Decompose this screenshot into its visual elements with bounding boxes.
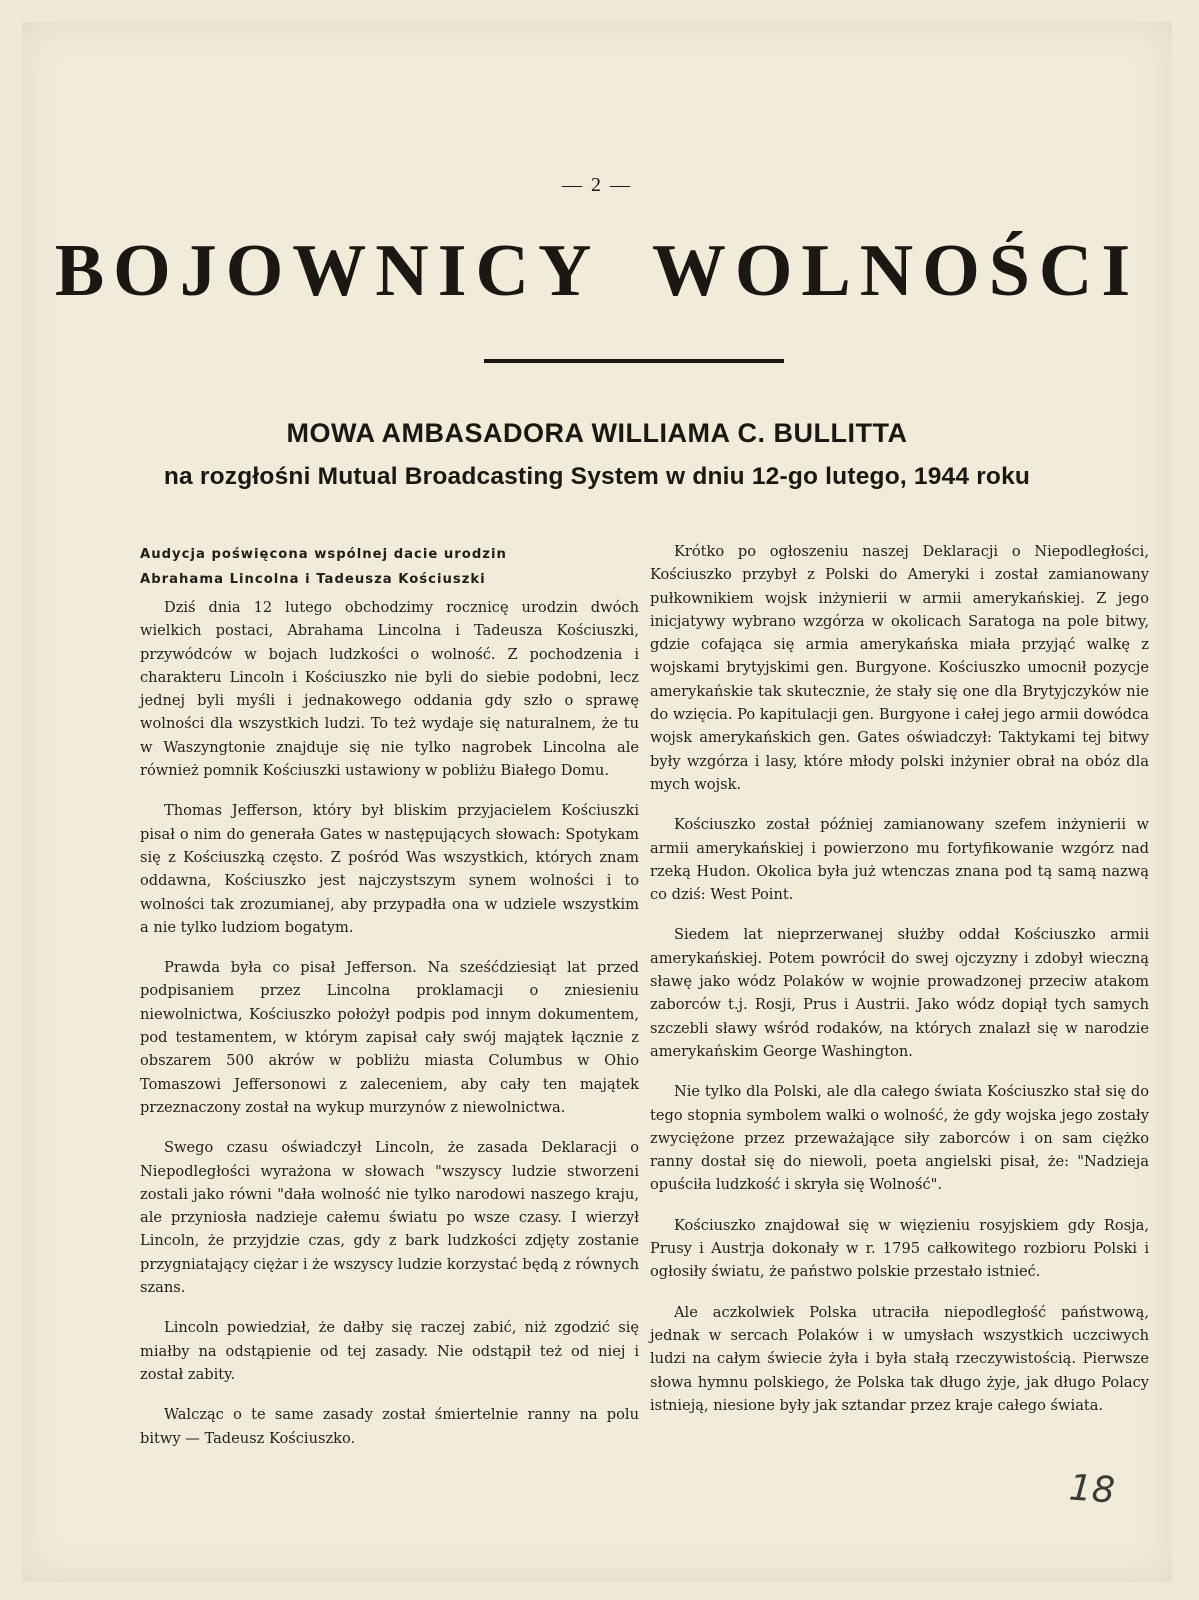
paragraph: Siedem lat nieprzerwanej służby oddał Kościuszko armii amerykańskiej. Potem powrócił do swej ojczyzny i zdobył wieczną sławę jako wódz Polaków w wojnie prowadzonej przeciw atakom zaborców t.j. Rosji, Prus i Austrii. Jako wódz dopiął tych samych szczebli sławy wśród rodaków, na których znalazł się w narodzie amerykańskim George Washington. bbox=[650, 926, 1149, 1060]
paragraph: Kościuszko został później zamianowany szefem inżynierii w armii amerykańskiej i powierzono mu fortyfikowanie wzgórz nad rzeką Hudon. Okolica była już wtenczas znana pod tą samą nazwą co dziś: West Point. bbox=[650, 816, 1149, 904]
page-title: BOJOWNICY WOLNOŚCI bbox=[54, 230, 1140, 312]
document-page bbox=[22, 22, 1172, 1582]
paragraph: Dziś dnia 12 lutego obchodzimy rocznicę urodzin dwóch wielkich postaci, Abrahama Lincolna i Tadeusza Kościuszki, przywódców w bojach ludzkości o wolność. Z pochodzenia i charakteru Lincoln i Kościuszko nie byli do siebie podobni, lecz jednej byli myśli i jednakowego oddania gdy szło o sprawę wolności dla wszystkich ludzi. To też wydaje się naturalnem, że tu w Waszyngtonie znajduje się nie tylko nagrobek Lincolna ale również pomnik Kościuszki ustawiony w pobliżu Białego Domu. bbox=[140, 599, 639, 780]
speech-heading: MOWA AMBASADORA WILLIAMA C. BULLITTA bbox=[286, 418, 908, 448]
paragraph: Lincoln powiedział, że dałby się raczej zabić, niż zgodzić się miałby na odstąpienie od tej zasady. Nie odstąpił też od niej i został zabity. bbox=[140, 1319, 639, 1383]
title-divider bbox=[484, 359, 784, 363]
paragraph: Krótko po ogłoszeniu naszej Deklaracji o Niepodległości, Kościuszko przybył z Polski do Ameryki i został zamianowany pułkownikiem wojsk inżynierii w armii amerykańskiej. Z jego inicjatywy wybrano wzgórza w okolicach Saratoga na pole bitwy, gdzie cofająca się armia amerykańska miała przyjąć walkę z wojskami brytyjskimi gen. Burgyone. Kościuszko umocnił pozycje amerykańskie tak skutecznie, że stały się one dla Brytyjczyków nie do wzięcia. Po kapitulacji gen. Burgyone i całej jego armii dowódca wojsk amerykańskich gen. Gates oświadczył: Taktykami tej bitwy były wzgórza i lasy, które młody polski inżynier obrał na obóz dla mych wojsk. bbox=[650, 543, 1149, 793]
lead-line-2: Abrahama Lincolna i Tadeusza Kościuszki bbox=[140, 572, 486, 587]
lead-line-1: Audycja poświęcona wspólnej dacie urodzin bbox=[140, 547, 507, 562]
paragraph: Kościuszko znajdował się w więzieniu rosyjskiem gdy Rosja, Prusy i Austrja dokonały w r. 1795 całkowitego rozbioru Polski i ogłosiły światu, że państwo polskie przestało istnieć. bbox=[650, 1216, 1149, 1281]
paragraph: Prawda była co pisał Jefferson. Na sześćdziesiąt lat przed podpisaniem przez Lincolna proklamacji o zniesieniu niewolnictwa, Kościuszko położył podpis pod innym dokumentem, pod testamentem, w którym zapisał cały swój majątek łącznie z obszarem 500 akrów w pobliżu miasta Columbus w Ohio Tomaszowi Jeffersonowi z zaleceniem, aby cały ten majątek przeznaczony został na wykup murzynów z niewolnictwa. bbox=[140, 959, 639, 1116]
paragraph: Swego czasu oświadczył Lincoln, że zasada Deklaracji o Niepodległości wyrażona w słowach "wszyscy ludzie stworzeni zostali jako równi "dała wolność nie tylko narodowi naszego kraju, ale przyniosła nadzieje całemu światu po wsze czasy. I wierzył Lincoln, że przyjdzie czas, gdy z bark ludzkości zdjęty zostanie przygniatający ciężar i że wszyscy ludzie korzystać będą z równych szans. bbox=[140, 1139, 639, 1297]
speech-subheading: na rozgłośni Mutual Broadcasting System w dniu 12-go lutego, 1944 roku bbox=[163, 463, 1031, 490]
lead-caption bbox=[140, 542, 639, 592]
left-column bbox=[140, 542, 639, 1467]
right-column bbox=[650, 540, 1149, 1434]
paragraph: Ale aczkolwiek Polska utraciła niepodległość państwową, jednak w sercach Polaków i w umysłach wszystkich uczciwych ludzi na całym świecie żyła i była stałą rzeczywistością. Pierwsze słowa hymnu polskiego, że Polska tak długo żyje, jak długo Polacy istnieją, niesione były jak sztandar przez kraje całego świata. bbox=[650, 1303, 1149, 1414]
paragraph: Walcząc o te same zasady został śmiertelnie ranny na polu bitwy — Tadeusz Kościuszko. bbox=[140, 1406, 639, 1447]
page-number: — 2 — bbox=[562, 174, 632, 196]
handwritten-page-number: 18 bbox=[1067, 1467, 1117, 1512]
paragraph: Nie tylko dla Polski, ale dla całego świata Kościuszko stał się do tego stopnia symbolem walki o wolność, że gdy wojska jego zostały zwyciężone przez przeważające siły zaborców i on sam ciężko ranny dostał się do niewoli, poeta angielski pisał, że: "Nadzieja opuściła ludzkość i skryła się Wolność". bbox=[650, 1083, 1149, 1194]
paragraph: Thomas Jefferson, który był bliskim przyjacielem Kościuszki pisał o nim do generała Gates w następujących słowach: Spotykam się z Kościuszką często. Z pośród Was wszystkich, których znam oddawna, Kościuszko jest najczystszym synem wolności i to wolności tak zrozumianej, aby przypadła ona w udziele wszystkim a nie tylko ludziom bogatym. bbox=[140, 802, 639, 936]
